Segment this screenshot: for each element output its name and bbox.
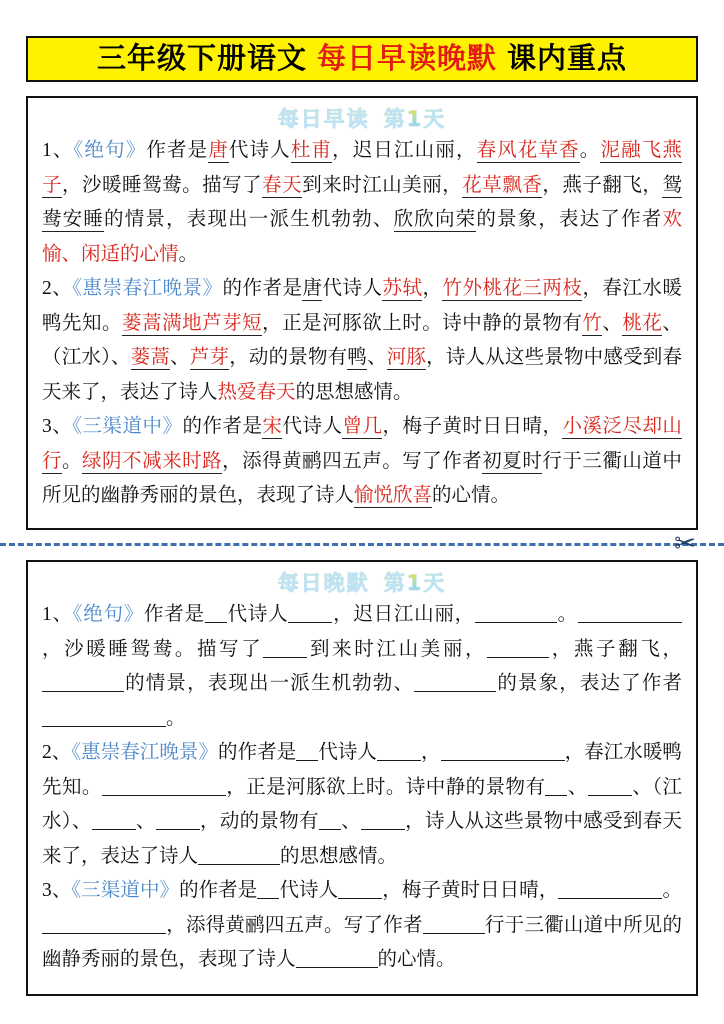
answer-blank[interactable] — [441, 741, 565, 761]
answer-blank[interactable] — [198, 845, 280, 865]
text-run: 代诗人 — [226, 604, 289, 625]
paragraph-item — [42, 874, 682, 978]
text-run: 。 — [178, 243, 199, 265]
item-number: 1、 — [42, 140, 74, 161]
poem-title: 《惠崇春江晚景》 — [72, 278, 223, 299]
highlight-run: 杜甫 — [290, 140, 333, 161]
text-run: 、 — [567, 776, 588, 798]
answer-blank[interactable] — [42, 707, 166, 727]
highlight-run: 曾几 — [342, 416, 383, 437]
text-run: ，动的景物有 — [229, 347, 348, 368]
highlight-run: 欣欣向荣 — [393, 209, 477, 230]
highlight-run: 花草飘香 — [462, 174, 543, 196]
text-run: 到来时江山美丽， — [307, 638, 488, 660]
item-number: 2、 — [42, 742, 72, 763]
highlight-run: 芦芽 — [189, 347, 230, 368]
text-run: ，沙暖睡鸳鸯。描写了 — [62, 174, 263, 196]
answer-blank[interactable] — [361, 810, 405, 830]
answer-blank[interactable] — [263, 638, 307, 658]
text-run: 、 — [135, 811, 156, 832]
answer-blank[interactable] — [102, 776, 226, 796]
text-run: 代诗人 — [318, 742, 377, 763]
section-heading-day: 第1天 — [383, 571, 447, 595]
text-run: 作者是 — [146, 140, 209, 161]
answer-blank[interactable] — [423, 914, 485, 934]
item-number: 1、 — [42, 604, 73, 625]
text-run: 、（江水）、 — [42, 312, 682, 368]
text-run: 到来时江山美丽， — [302, 174, 463, 196]
paragraph-item — [42, 598, 682, 736]
text-run: ，梅子黄时日日晴， — [382, 416, 563, 437]
text-run: ，梅子黄时日日晴， — [382, 880, 559, 901]
text-run: 代诗人 — [282, 416, 343, 437]
text-run: 的心情。 — [432, 485, 511, 506]
text-run: ，燕子翻飞， — [542, 174, 663, 196]
text-run: 。 — [556, 604, 578, 625]
highlight-run: 唐 — [208, 140, 229, 161]
answer-blank[interactable] — [296, 741, 318, 761]
section-body-morning — [42, 134, 682, 514]
text-run: 。 — [166, 707, 186, 729]
scissors-icon: ✂ — [674, 529, 696, 559]
answer-blank[interactable] — [558, 879, 662, 899]
answer-blank[interactable] — [42, 914, 166, 934]
poem-title: 《绝句》 — [72, 604, 145, 625]
highlight-run: 鸳鸯安睡 — [42, 174, 682, 230]
answer-blank[interactable] — [578, 603, 682, 623]
text-run: ，迟日江山丽， — [332, 604, 475, 625]
title-prefix: 三年级下册语文 — [96, 42, 307, 75]
text-run: 行于三衢山道中所见的幽静秀丽的景色，表现了诗人 — [42, 914, 682, 970]
text-run: 的作者是 — [179, 880, 258, 901]
item-number: 3、 — [42, 880, 72, 901]
cut-dashed-line — [0, 543, 724, 546]
text-run: 行于三衢山道中所见的幽静秀丽的景色，表现了诗人 — [42, 450, 682, 506]
text-run: 、（江水）、 — [42, 776, 682, 832]
text-run: ，添得黄鹂四五声。写了作者 — [222, 450, 483, 472]
text-run: 的作者是 — [222, 278, 303, 299]
section-heading-day: 第1天 — [383, 107, 447, 131]
highlight-run: 小溪泛尽却山行 — [42, 416, 682, 472]
paragraph-item — [42, 736, 682, 874]
text-run: ，燕子翻飞， — [549, 638, 682, 660]
highlight-run: 竹 — [582, 312, 603, 334]
title-suffix: 课内重点 — [507, 42, 628, 75]
section-heading-main: 每日晚默 — [277, 571, 370, 595]
paragraph-item — [42, 134, 682, 272]
text-run: 。 — [662, 880, 682, 901]
section-heading-main: 每日早读 — [277, 107, 370, 131]
highlight-run: 蒌蒿 — [130, 347, 171, 368]
highlight-run: 绿阴不减来时路 — [82, 450, 223, 472]
answer-blank[interactable] — [487, 638, 549, 658]
page-title — [96, 42, 628, 75]
answer-blank[interactable] — [545, 776, 567, 796]
text-run: 。 — [579, 140, 601, 161]
paragraph-item — [42, 272, 682, 410]
section-card-evening — [26, 560, 698, 996]
highlight-run: 桃花 — [622, 312, 663, 334]
text-run: 的景象，表达了作者 — [476, 209, 663, 230]
text-run: 的景象，表达了作者 — [496, 673, 682, 694]
item-number: 3、 — [42, 416, 73, 437]
answer-blank[interactable] — [475, 603, 557, 623]
text-run: 的作者是 — [182, 416, 263, 437]
text-run: 代诗人 — [279, 880, 339, 901]
answer-blank[interactable] — [296, 948, 378, 968]
highlight-run: 初夏时 — [482, 450, 543, 472]
text-run: 。 — [62, 450, 83, 472]
answer-blank[interactable] — [288, 603, 332, 623]
highlight-run: 竹外桃花三两枝 — [442, 278, 583, 299]
text-run: ，诗人从这些景物中感受到春天来了，表达了诗人 — [42, 347, 682, 403]
paragraph-item — [42, 410, 682, 514]
answer-blank[interactable] — [377, 741, 421, 761]
poem-title: 《三渠道中》 — [72, 416, 183, 437]
text-run: ，正是河豚欲上时。诗中静的景物有 — [225, 776, 546, 798]
highlight-run: 泥融飞燕子 — [42, 140, 682, 196]
section-heading-evening — [42, 568, 682, 598]
answer-blank[interactable] — [414, 672, 496, 692]
highlight-run: 春风花草香 — [476, 140, 580, 161]
text-run: ，诗人从这些景物中感受到春天来了，表达了诗人 — [42, 811, 682, 867]
text-run: 的作者是 — [218, 742, 297, 763]
text-run: 的思想感情。 — [295, 381, 413, 403]
text-run: ，动的景物有 — [199, 811, 319, 832]
text-run: 的情景，表现出一派生机勃勃、 — [124, 673, 415, 694]
highlight-run: 愉悦欣喜 — [354, 485, 433, 506]
page-title-banner — [26, 36, 698, 82]
highlight-run: 欢愉、闲适的心情 — [42, 209, 682, 265]
text-run: 代诗人 — [322, 278, 383, 299]
answer-blank[interactable] — [42, 672, 124, 692]
text-run: 、 — [170, 347, 190, 368]
answer-blank[interactable] — [338, 879, 382, 899]
text-run: ，添得黄鹂四五声。写了作者 — [166, 914, 423, 936]
section-card-morning — [26, 96, 698, 530]
text-run: ，春江水暖鸭先知。 — [42, 278, 682, 334]
highlight-run: 唐 — [302, 278, 323, 299]
poem-title: 《惠崇春江晚景》 — [71, 742, 219, 763]
section-body-evening — [42, 598, 682, 978]
highlight-run: 苏轼 — [382, 278, 423, 299]
text-run: 作者是 — [144, 604, 205, 625]
highlight-run: 蒌蒿满地芦芽短 — [122, 312, 263, 334]
text-run: ， — [422, 278, 443, 299]
highlight-run: 宋 — [262, 416, 283, 437]
title-accent: 每日早读晚默 — [316, 42, 497, 75]
text-run: ，正是河豚欲上时。诗中静的景物有 — [262, 312, 583, 334]
section-heading-morning — [42, 104, 682, 134]
answer-blank[interactable] — [319, 810, 341, 830]
text-run: ， — [420, 742, 441, 763]
poem-title: 《绝句》 — [73, 140, 147, 161]
highlight-run: 河豚 — [386, 347, 427, 368]
answer-blank[interactable] — [588, 776, 632, 796]
answer-blank[interactable] — [156, 810, 200, 830]
text-run: ，迟日江山丽， — [332, 140, 477, 161]
text-run: 的心情。 — [377, 949, 456, 970]
answer-blank[interactable] — [92, 810, 136, 830]
answer-blank[interactable] — [257, 879, 279, 899]
text-run: 的情景，表现出一派生机勃勃、 — [104, 209, 394, 230]
answer-blank[interactable] — [205, 603, 227, 623]
text-run: 代诗人 — [228, 140, 291, 161]
highlight-run: 热爱春天 — [217, 381, 296, 403]
text-run: 、 — [367, 347, 387, 368]
text-run: 的思想感情。 — [280, 845, 398, 867]
highlight-run: 春天 — [262, 174, 303, 196]
text-run: ，沙暖睡鸳鸯。描写了 — [42, 638, 264, 660]
highlight-run: 鸭 — [347, 347, 368, 368]
text-run: 、 — [602, 312, 623, 334]
text-run: 、 — [340, 811, 361, 832]
poem-title: 《三渠道中》 — [71, 880, 180, 901]
item-number: 2、 — [42, 278, 73, 299]
text-run: ，春江水暖鸭先知。 — [42, 742, 682, 798]
